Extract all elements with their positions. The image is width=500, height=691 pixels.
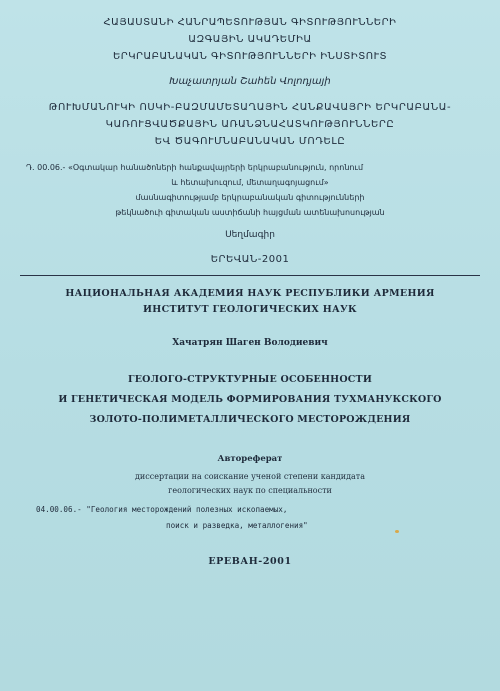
russian-dissertation-line: диссертации на соискание ученой степени кандидата	[134, 472, 365, 481]
russian-specialty-line: поиск и разведка, металлогения"	[166, 521, 308, 530]
armenian-institution-line: ԵՐԿՐԱԲԱՆԱԿԱՆ ԳԻՏՈՒԹՅՈՒՆՆԵՐԻ ԻՆՍՏԻՏՈՒՏ	[112, 51, 387, 62]
russian-specialty	[20, 502, 480, 534]
russian-institution-line: ИНСТИТУТ ГЕОЛОГИЧЕСКИХ НАУК	[143, 304, 357, 315]
armenian-specialty	[20, 160, 480, 220]
armenian-city-year: ԵՐԵՎԱՆ-2001	[210, 254, 290, 265]
russian-institution-line: НАЦИОНАЛЬНАЯ АКАДЕМИЯ НАУК РЕСПУБЛИКИ АРМЕНИЯ	[65, 288, 435, 299]
armenian-institution-line: ՀԱՅԱՍՏԱՆԻ ՀԱՆՐԱՊԵՏՈՒԹՅԱՆ ԳԻՏՈՒԹՅՈՒՆՆԵՐԻ	[103, 17, 397, 28]
russian-title-line: И ГЕНЕТИЧЕСКАЯ МОДЕЛЬ ФОРМИРОВАНИЯ ТУХМАНУКСКОГО	[58, 394, 442, 405]
armenian-specialty-line: մասնագիտությամբ երկրաբանական գիտությունների	[135, 193, 365, 202]
russian-institution	[20, 286, 480, 318]
armenian-doc-type: Սեղմագիր	[225, 230, 275, 240]
armenian-specialty-line: Դ. 00.06.- «Օգտակար հանածոների հանքավայրերի երկրաբանություն, որոնում	[26, 163, 364, 172]
section-divider	[20, 275, 480, 276]
russian-dissertation	[20, 470, 480, 498]
armenian-title	[20, 99, 480, 150]
russian-city-year: ЕРЕВАН-2001	[208, 556, 292, 567]
russian-author: Хачатрян Шаген Володиевич	[172, 338, 328, 348]
russian-title-line: ЗОЛОТО-ПОЛИМЕТАЛЛИЧЕСКОГО МЕСТОРОЖДЕНИЯ	[89, 414, 411, 425]
russian-doc-type: Автореферат	[217, 454, 283, 464]
armenian-title-line: ԿԱՌՈՒՑՎԱԾՔԱՅԻՆ ԱՌԱՆՁՆԱՀԱՏԿՈՒԹՅՈՒՆՆԵՐԸ	[105, 119, 395, 130]
armenian-title-line: ԹՈՒԽՄԱՆՈՒԿԻ ՈՍԿԻ-ԲԱԶՄԱՄԵՏԱՂԱՅԻՆ ՀԱՆՔԱՎԱՅՐԻ ԵՐԿՐԱԲԱՆԱ-	[48, 102, 452, 113]
russian-specialty-line: 04.00.06.- "Геология месторождений полезных ископаемых,	[36, 505, 288, 514]
paper-speck	[395, 530, 399, 533]
russian-title	[20, 370, 480, 430]
armenian-institution-line: ԱԶԳԱՅԻՆ ԱԿԱԴԵՄԻԱ	[188, 34, 312, 45]
armenian-specialty-line: թեկնածուի գիտական աստիճանի հայցման ատենախոսության	[115, 208, 385, 217]
armenian-specialty-line: և հետախուզում, մետաղագոյացում»	[171, 178, 329, 187]
armenian-author: Խաչատրյան Շահեն Վոլոդյայի	[169, 76, 331, 87]
armenian-institution	[20, 14, 480, 65]
russian-title-line: ГЕОЛОГО-СТРУКТУРНЫЕ ОСОБЕННОСТИ	[127, 374, 373, 385]
armenian-title-line: ԵՎ ԾԱԳՈՒՄՆԱԲԱՆԱԿԱՆ ՄՈԴԵԼԸ	[154, 136, 346, 147]
russian-dissertation-line: геологических наук по специальности	[168, 486, 332, 495]
